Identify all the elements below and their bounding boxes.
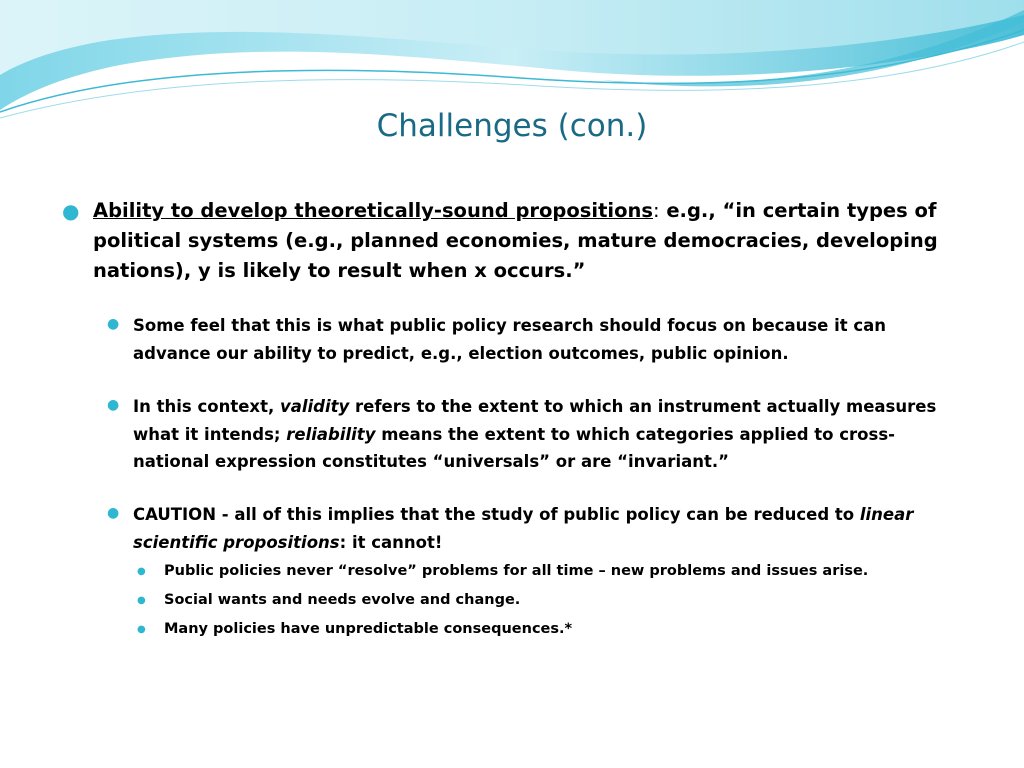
level2-text-2c: means the extent to which categories applied to cross-national expression constitutes “universals” or are “invariant.”: [133, 424, 895, 471]
level3-bullet-text: Public policies never “resolve” problems for all time – new problems and issues arise.: [164, 563, 869, 579]
level3-bullet-text: Many policies have unpredictable consequences.*: [164, 621, 573, 637]
level2-text-3a: CAUTION - all of this implies that the study of public policy can be reduced to: [133, 505, 860, 524]
bullet-dot-icon: ●: [107, 397, 120, 413]
slide-title: Challenges (con.): [376, 108, 648, 144]
bullet-dot-icon: ●: [107, 505, 120, 521]
level2-bullet-text: [133, 393, 963, 476]
level1-bullet-text: [93, 196, 973, 286]
level2-text-1: Some feel that this is what public policy research should focus on because it can advance our ability to predict, e.g., election outcomes, public opinion.: [133, 316, 887, 363]
level2-text-3b: : it cannot!: [339, 532, 443, 552]
bullet-dot-icon: ●: [137, 595, 146, 606]
bullet-dot-icon: ●: [62, 199, 80, 223]
validity-term: validity: [279, 397, 350, 416]
level2-text-2a: In this context,: [133, 397, 280, 416]
linear-propositions-term: linear scientific propositions: [133, 505, 914, 552]
bullet-dot-icon: ●: [137, 624, 146, 635]
lead-colon: :: [652, 199, 660, 222]
level2-text-2b: refers to the extent to which an instrument actually measures what it intends;: [133, 397, 937, 444]
level2-bullet-text: [133, 501, 963, 556]
bullet-dot-icon: ●: [107, 316, 120, 332]
reliability-term: reliability: [286, 424, 376, 444]
underlined-lead: Ability to develop theoretically-sound propositions: [93, 199, 653, 222]
level3-bullet-text: Social wants and needs evolve and change.: [164, 592, 521, 608]
bullet-dot-icon: ●: [137, 566, 146, 577]
level2-bullet-text: [133, 312, 963, 367]
level1-rest: e.g., “in certain types of political systems (e.g., planned economies, mature democracies, developing nations), y is likely to result when x occurs.”: [93, 199, 938, 282]
